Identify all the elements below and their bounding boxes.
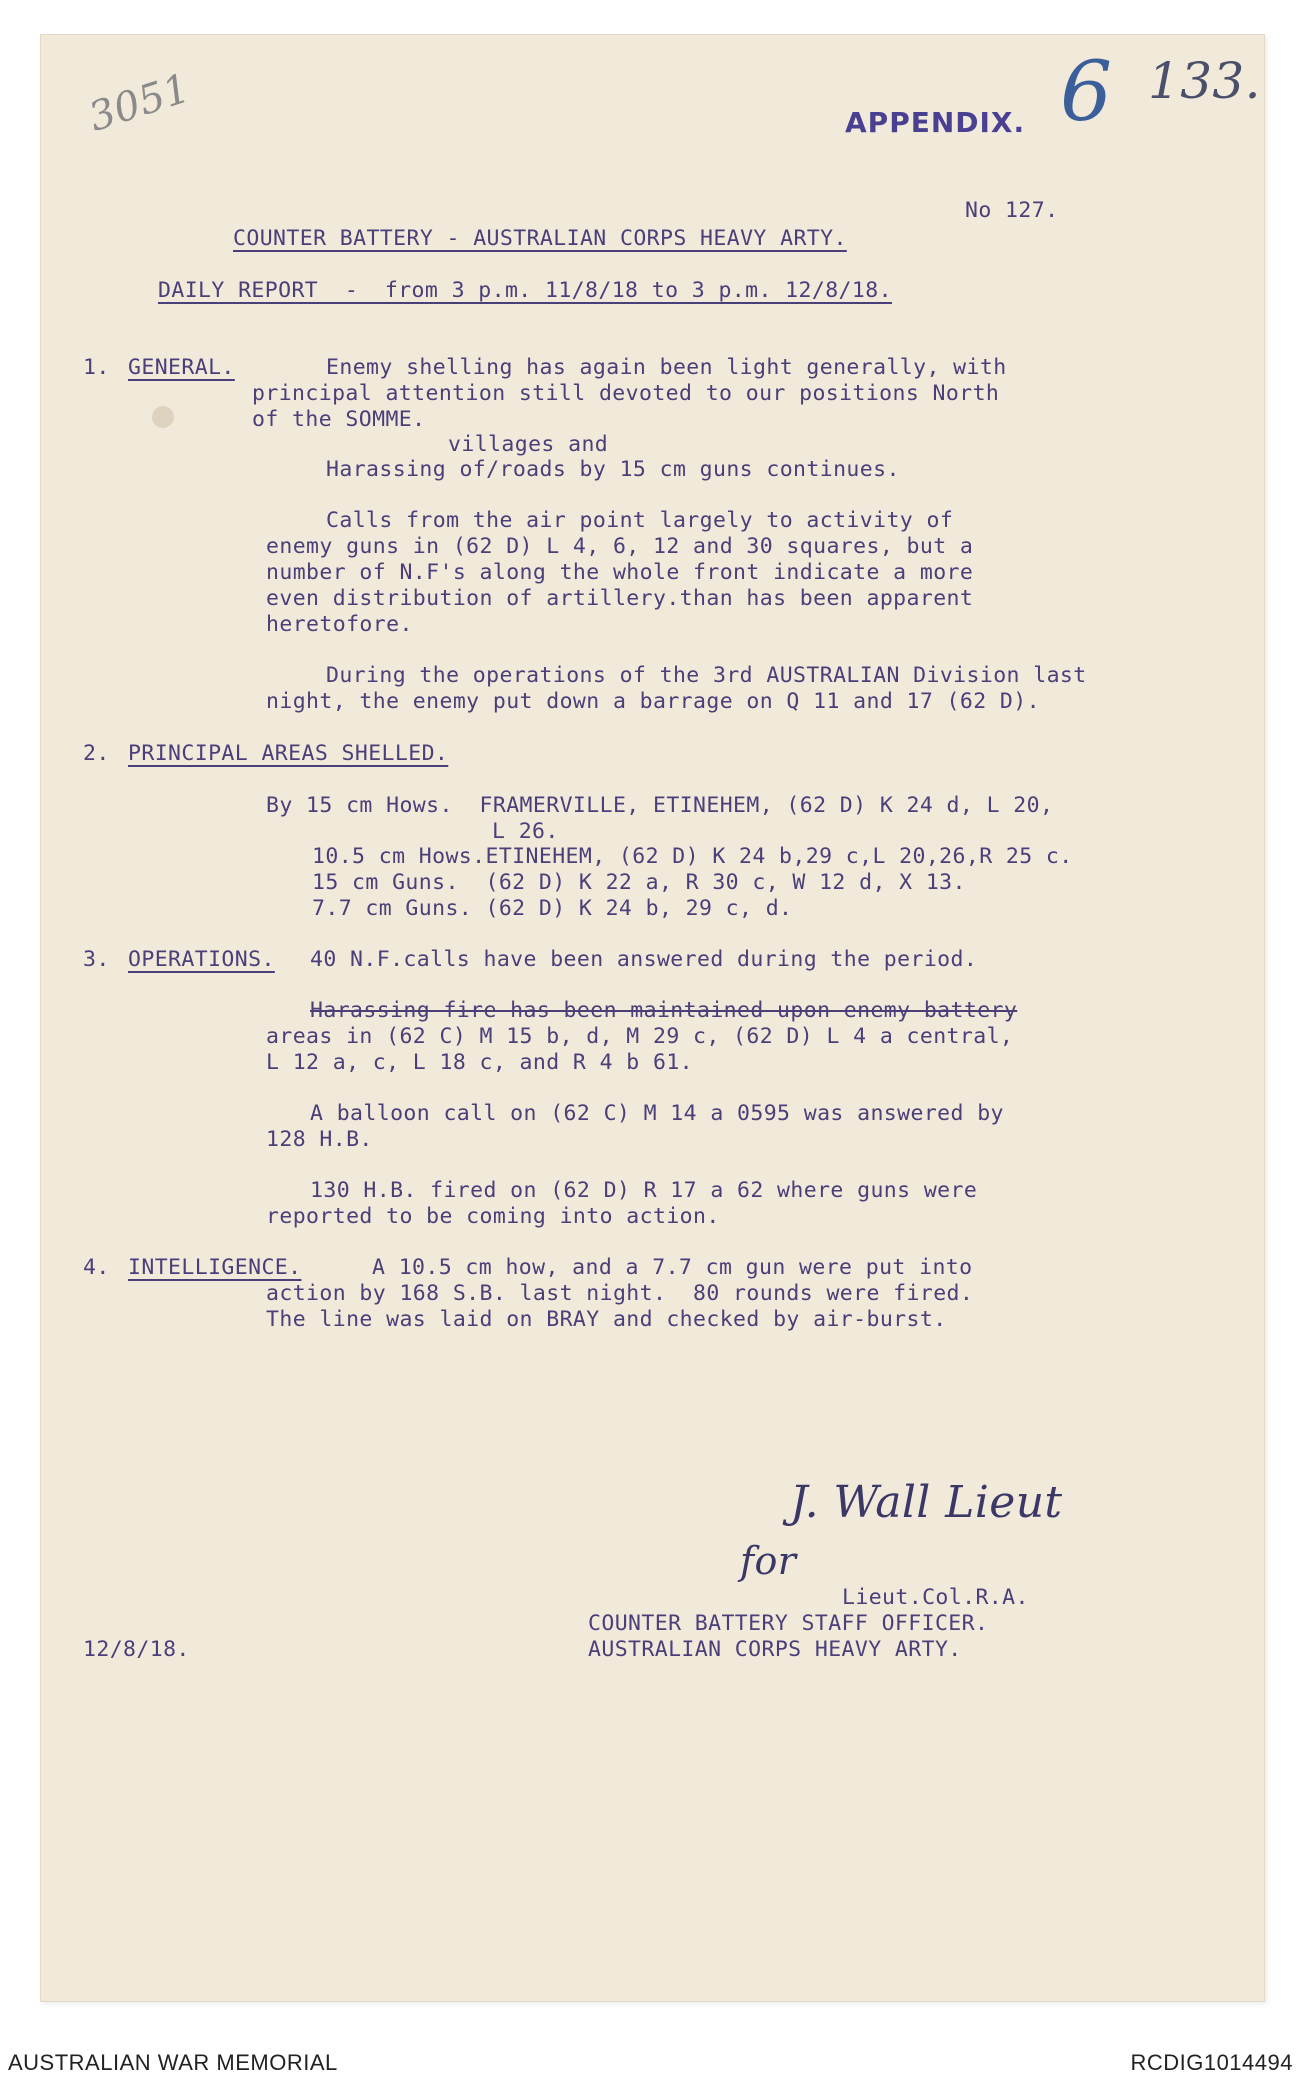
text-line: enemy guns in (62 D) L 4, 6, 12 and 30 squares, but a — [266, 534, 974, 559]
text-line: action by 168 S.B. last night. 80 rounds were fired. — [266, 1281, 974, 1306]
section-heading-areas: PRINCIPAL AREAS SHELLED. — [128, 741, 449, 766]
text-line: A balloon call on (62 C) M 14 a 0595 was answered by — [310, 1101, 1004, 1126]
text-line: number of N.F's along the whole front indicate a more — [266, 560, 974, 585]
text-line-struck: Harassing fire has been maintained upon enemy battery — [310, 998, 1018, 1023]
text-line: heretofore. — [266, 612, 413, 637]
handwritten-for: for — [740, 1539, 797, 1583]
signature-office: COUNTER BATTERY STAFF OFFICER. — [588, 1611, 989, 1636]
punch-hole — [152, 406, 174, 428]
text-line: reported to be coming into action. — [266, 1204, 720, 1229]
text-line: Calls from the air point largely to activity of — [326, 508, 954, 533]
signature-rank: Lieut.Col.R.A. — [842, 1585, 1029, 1610]
document-date: 12/8/18. — [83, 1637, 190, 1662]
section-number-general: 1. — [83, 355, 110, 380]
section-number-operations: 3. — [83, 947, 110, 972]
section-number-intelligence: 4. — [83, 1255, 110, 1280]
text-line: 15 cm Guns. (62 D) K 22 a, R 30 c, W 12 d, X 13. — [312, 870, 966, 895]
text-line: A 10.5 cm how, and a 7.7 cm gun were put into — [372, 1255, 973, 1280]
text-line: L 12 a, c, L 18 c, and R 4 b 61. — [266, 1050, 694, 1075]
handwritten-signature: J. Wall Lieut — [790, 1477, 1063, 1528]
text-line: The line was laid on BRAY and checked by air-burst. — [266, 1307, 947, 1332]
text-line: areas in (62 C) M 15 b, d, M 29 c, (62 D) L 4 a central, — [266, 1024, 1014, 1049]
report-title: COUNTER BATTERY - AUSTRALIAN CORPS HEAVY ARTY. — [233, 226, 847, 251]
appendix-number: 6 — [1060, 45, 1113, 140]
text-line: 130 H.B. fired on (62 D) R 17 a 62 where guns were — [310, 1178, 978, 1203]
text-line: of the SOMME. — [252, 407, 426, 432]
report-number: No 127. — [965, 198, 1059, 223]
text-insertion: villages and — [448, 432, 609, 457]
pencil-note: 3051 — [83, 65, 196, 141]
page-number: 133. — [1148, 52, 1261, 110]
text-line: 128 H.B. — [266, 1127, 373, 1152]
section-number-areas: 2. — [83, 741, 110, 766]
signature-unit: AUSTRALIAN CORPS HEAVY ARTY. — [588, 1637, 962, 1662]
section-heading-general: GENERAL. — [128, 355, 235, 380]
text-line: L 26. — [492, 819, 559, 844]
text-line: even distribution of artillery.than has been apparent — [266, 586, 974, 611]
appendix-stamp: APPENDIX. — [845, 106, 1026, 139]
text-line: Harassing of/roads by 15 cm guns continues. — [326, 457, 900, 482]
section-heading-operations: OPERATIONS. — [128, 947, 275, 972]
text-line: 10.5 cm Hows.ETINEHEM, (62 D) K 24 b,29 c,L 20,26,R 25 c. — [312, 844, 1073, 869]
footer-source: AUSTRALIAN WAR MEMORIAL — [8, 2050, 338, 2075]
text-line: 40 N.F.calls have been answered during the period. — [310, 947, 978, 972]
text-line: 7.7 cm Guns. (62 D) K 24 b, 29 c, d. — [312, 896, 793, 921]
section-heading-intelligence: INTELLIGENCE. — [128, 1255, 302, 1280]
text-line: By 15 cm Hows. FRAMERVILLE, ETINEHEM, (62 D) K 24 d, L 20, — [266, 793, 1054, 818]
text-line: Enemy shelling has again been light generally, with — [326, 355, 1007, 380]
text-line: principal attention still devoted to our positions North — [252, 381, 1000, 406]
report-subtitle: DAILY REPORT - from 3 p.m. 11/8/18 to 3 p.m. 12/8/18. — [158, 278, 892, 303]
text-line: night, the enemy put down a barrage on Q 11 and 17 (62 D). — [266, 689, 1040, 714]
text-line: During the operations of the 3rd AUSTRALIAN Division last — [326, 663, 1087, 688]
footer-id: RCDIG1014494 — [1130, 2050, 1293, 2075]
